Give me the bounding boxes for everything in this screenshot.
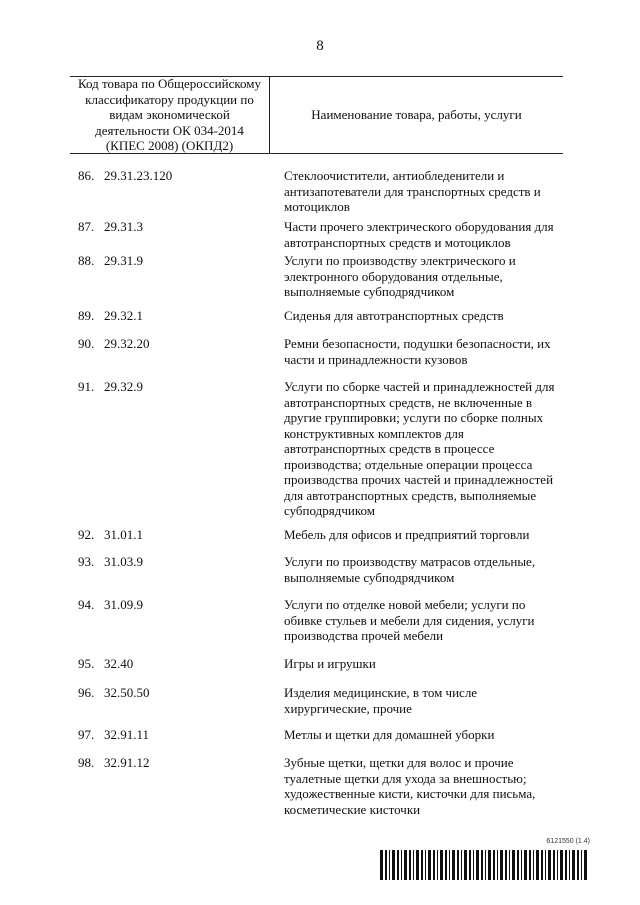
table-header — [70, 76, 563, 154]
row-name: Услуги по отделке новой мебели; услуги по обивке стульев и мебели для сидения, услуги производства прочей мебели — [284, 597, 535, 643]
row-number: 98. — [78, 755, 95, 770]
row-number: 96. — [78, 685, 95, 700]
row-name: Сиденья для автотранспортных средств — [284, 308, 504, 323]
row-name: Зубные щетки, щетки для волос и прочие туалетные щетки для ухода за внешностью; художественные кисти, кисточки для письма, косметические кисточки — [284, 755, 536, 817]
row-number: 89. — [78, 308, 95, 323]
row-code: 32.40 — [104, 656, 134, 671]
header-name-column: Наименование товара, работы, услуги — [311, 107, 522, 122]
row-number: 92. — [78, 527, 95, 542]
table-row — [0, 656, 640, 685]
row-name: Услуги по производству электрического и электронного оборудования отдельные, выполняемые субподрядчиком — [284, 253, 516, 299]
table-row — [0, 168, 640, 219]
table-row — [0, 685, 640, 727]
table-body — [0, 168, 640, 819]
table-row — [0, 554, 640, 597]
table-row — [0, 253, 640, 308]
barcode — [380, 838, 590, 888]
table-row — [0, 308, 640, 336]
row-number: 87. — [78, 219, 95, 234]
row-code: 29.31.9 — [104, 253, 143, 268]
row-code: 32.50.50 — [104, 685, 150, 700]
row-code: 29.32.9 — [104, 379, 143, 394]
row-number: 86. — [78, 168, 95, 183]
row-number: 88. — [78, 253, 95, 268]
barcode-icon — [380, 850, 590, 880]
row-name: Услуги по производству матрасов отдельные, выполняемые субподрядчиком — [284, 554, 536, 585]
row-number: 95. — [78, 656, 95, 671]
row-number: 97. — [78, 727, 95, 742]
row-number: 93. — [78, 554, 95, 569]
row-name: Изделия медицинские, в том числе хирургические, прочие — [284, 685, 478, 716]
table-row — [0, 755, 640, 819]
barcode-caption: 6121550 (1.4) — [546, 838, 590, 845]
row-code: 29.31.3 — [104, 219, 143, 234]
table-row — [0, 219, 640, 253]
row-name: Метлы и щетки для домашней уборки — [284, 727, 495, 742]
table-row — [0, 727, 640, 755]
page-number: 8 — [316, 38, 324, 54]
table-row — [0, 336, 640, 379]
row-name: Игры и игрушки — [284, 656, 376, 671]
row-name: Ремни безопасности, подушки безопасности, их части и принадлежности кузовов — [284, 336, 551, 367]
row-number: 90. — [78, 336, 95, 351]
table-row — [0, 379, 640, 527]
row-code: 32.91.11 — [104, 727, 150, 742]
row-name: Части прочего электрического оборудования для автотранспортных средств и мотоциклов — [284, 219, 554, 250]
row-code: 29.32.1 — [104, 308, 143, 323]
row-name: Услуги по сборке частей и принадлежностей для автотранспортных средств, не включенные в другие группировки; услуги по сборке полных конструктивных комплектов для автотранспортных средств в процессе производства; отдельные операции процесса производства прочих частей и принадлежностей для автотранспортных средств, выполняемые субподрядчиком — [284, 379, 555, 518]
table-row — [0, 527, 640, 554]
row-name: Стеклоочистители, антиобледенители и антизапотеватели для транспортных средств и мотоциклов — [284, 168, 541, 214]
row-code: 31.01.1 — [104, 527, 143, 542]
header-code-column: Код товара по Общероссийскому классификатору продукции по видам экономической деятельности ОК 034-2014 (КПЕС 2008) (ОКПД2) — [70, 77, 270, 153]
row-number: 94. — [78, 597, 95, 612]
row-code: 29.32.20 — [104, 336, 150, 351]
table-row — [0, 597, 640, 656]
row-code: 32.91.12 — [104, 755, 150, 770]
row-code: 29.31.23.120 — [104, 168, 173, 183]
row-code: 31.09.9 — [104, 597, 143, 612]
row-number: 91. — [78, 379, 95, 394]
row-name: Мебель для офисов и предприятий торговли — [284, 527, 530, 542]
row-code: 31.03.9 — [104, 554, 143, 569]
